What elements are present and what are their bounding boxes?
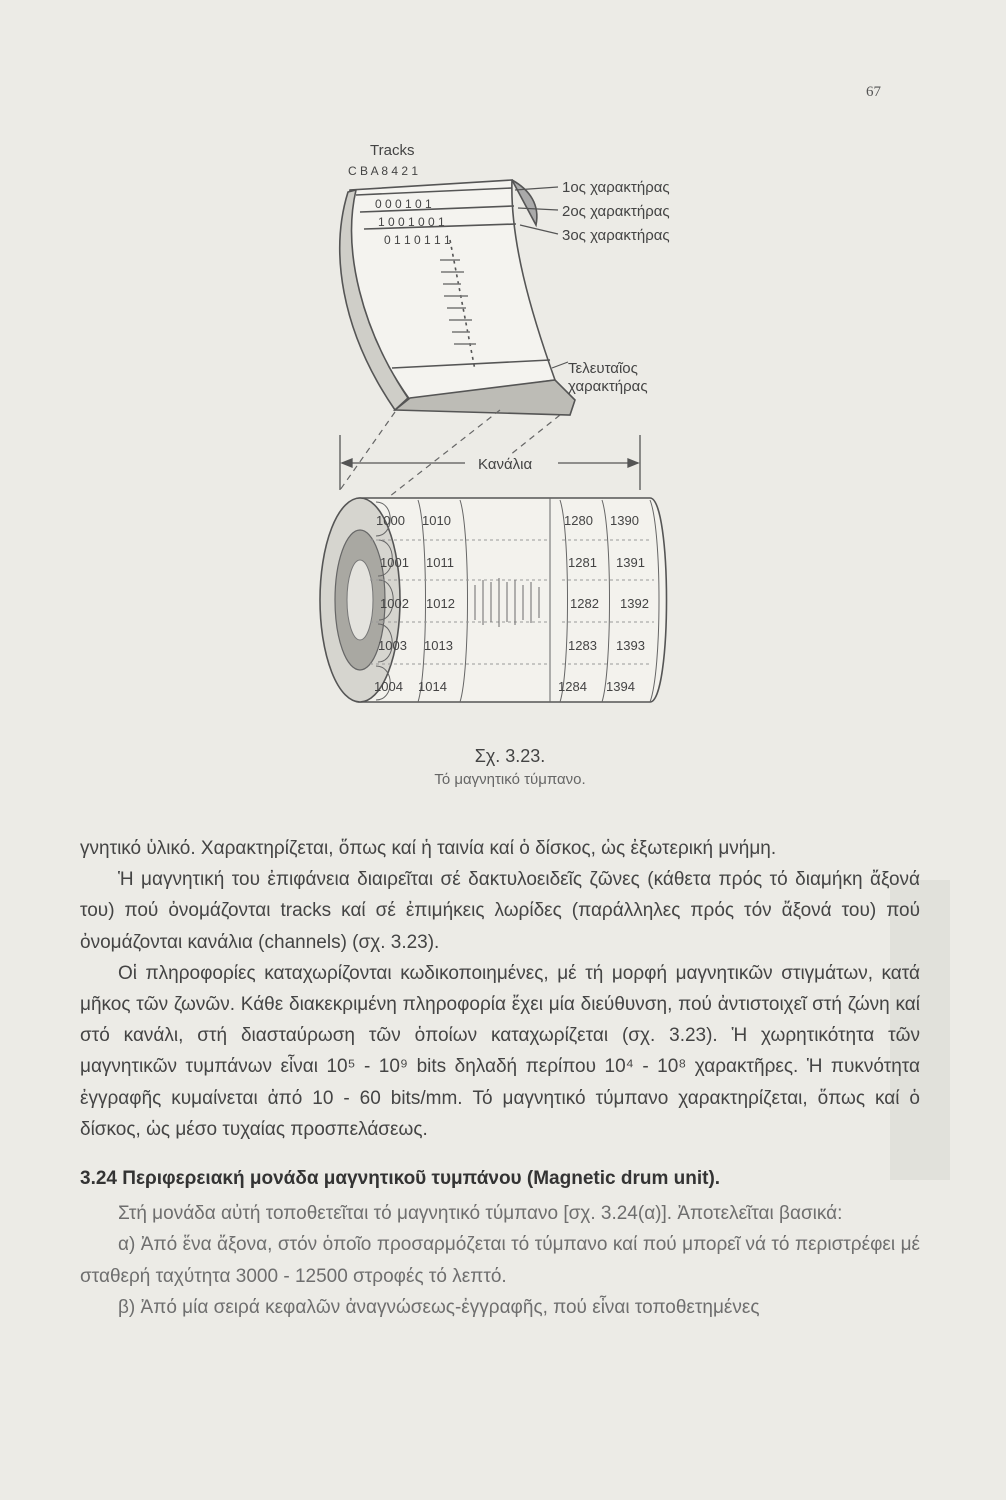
address-left-2-4: 1014	[418, 679, 447, 694]
svg-text:1 0 0 1 0 0 1: 1 0 0 1 0 0 1	[378, 215, 445, 229]
second-char-label: 2ος χαρακτήρας	[562, 203, 670, 220]
figure-caption-number: Σχ. 3.23.	[474, 746, 546, 766]
drum-diagram	[300, 130, 720, 730]
svg-text:0 0 0 1 0 1: 0 0 0 1 0 1	[375, 197, 432, 211]
body-text	[80, 833, 920, 1323]
address-right-1-0: 1280	[564, 513, 593, 528]
address-right-1-2: 1282	[570, 596, 599, 611]
tape-torn-edge	[512, 180, 537, 225]
tracks-label: Tracks	[370, 142, 415, 159]
last-char-label-2: χαρακτήρας	[568, 378, 648, 395]
address-left-1-2: 1002	[380, 596, 409, 611]
magnetic-drum-figure	[300, 130, 720, 730]
track-codes-label: C B A 8 4 2 1	[348, 164, 419, 178]
address-right-2-0: 1390	[610, 513, 639, 528]
paragraph-4: Στή μονάδα αὐτή τοποθετεῖται τό μαγνητικό τύμπανο [σχ. 3.24(α)]. Ἀποτελεῖται βασικά:	[118, 1203, 843, 1225]
svg-text:0 1 1 0 1 1 1: 0 1 1 0 1 1 1	[384, 233, 451, 247]
channels-label: Κανάλια	[478, 456, 533, 473]
address-right-2-3: 1393	[616, 638, 645, 653]
page-number: 67	[866, 84, 881, 100]
address-left-2-2: 1012	[426, 596, 455, 611]
figure-caption-title: Τό μαγνητικό τύμπανο.	[434, 771, 586, 788]
address-left-2-1: 1011	[426, 555, 454, 570]
address-left-2-3: 1013	[424, 638, 453, 653]
address-left-2-0: 1010	[422, 513, 451, 528]
address-left-1-1: 1001	[380, 555, 409, 570]
address-right-1-4: 1284	[558, 679, 587, 694]
address-right-2-1: 1391	[616, 555, 645, 570]
third-char-label: 3ος χαρακτήρας	[562, 227, 670, 244]
section-heading: 3.24 Περιφερειακή μονάδα μαγνητικοῦ τυμπάνου (Magnetic drum unit).	[80, 1168, 721, 1190]
drum-cylinder	[320, 498, 667, 702]
paragraph-3: Οἱ πληροφορίες καταχωρίζονται κωδικοποιημένες, μέ τή μορφή μαγνητικῶν στιγμάτων, κατά μῆκος τῶν ζωνῶν. Κάθε διακεκριμένη πληροφορία ἔχει μία διεύθυνση, πού ἀντιστοιχεῖ στή ζώνη καί στό κανάλι, στή διασταύρωση τῶν ὁποίων καταχωρίζεται (σχ. 3.23). Ἡ χωρητικότητα τῶν μαγνητικῶν τυμπάνων εἶναι 10⁵ - 10⁹ bits δηλαδή περίπου 10⁴ - 10⁸ χαρακτῆρες. Ἡ πυκνότητα ἐγγραφῆς κυμαίνεται ἀπό 10 - 60 bits/mm. Τό μαγνητικό τύμπανο χαρακτηρίζεται, ὅπως καί ὁ δίσκος, ὡς μέσο τυχαίας προσπελάσεως.	[80, 962, 920, 1140]
first-char-label: 1ος χαρακτήρας	[562, 179, 670, 196]
tape-section	[340, 180, 575, 415]
paragraph-5: α) Ἀπό ἕνα ἄξονα, στόν ὁποῖο προσαρμόζεται τό τύμπανο καί πού μπορεῖ νά τό περιστρέφει μέ σταθερή ταχύτητα 3000 - 12500 στροφές τό λεπτό.	[80, 1234, 920, 1287]
paragraph-2: Ἡ μαγνητική του ἐπιφάνεια διαιρεῖται σέ δακτυλοειδεῖς ζῶνες (κάθετα πρός τό διαμήκη ἄξονά του) πού ὀνομάζονται tracks καί σέ ἐπιμήκεις λωρίδες (παράλληλες πρός τόν ἄξονά του) πού ὀνομάζονται κανάλια (channels) (σχ. 3.23).	[80, 869, 920, 953]
address-right-1-1: 1281	[568, 555, 597, 570]
address-right-1-3: 1283	[568, 638, 597, 653]
paragraph-6: β) Ἀπό μία σειρά κεφαλῶν ἀναγνώσεως-ἐγγραφῆς, πού εἶναι τοποθετημένες	[118, 1296, 760, 1318]
address-right-2-2: 1392	[620, 596, 649, 611]
paragraph-1: γνητικό ὑλικό. Χαρακτηρίζεται, ὅπως καί ἡ ταινία καί ὁ δίσκος, ὡς ἐξωτερική μνήμη.	[80, 838, 777, 859]
address-left-1-3: 1003	[378, 638, 407, 653]
address-left-1-4: 1004	[374, 679, 403, 694]
projection-lines	[340, 410, 560, 500]
address-left-1-0: 1000	[376, 513, 405, 528]
address-right-2-4: 1394	[606, 679, 635, 694]
last-char-label-1: Τελευταῖος	[568, 360, 638, 377]
